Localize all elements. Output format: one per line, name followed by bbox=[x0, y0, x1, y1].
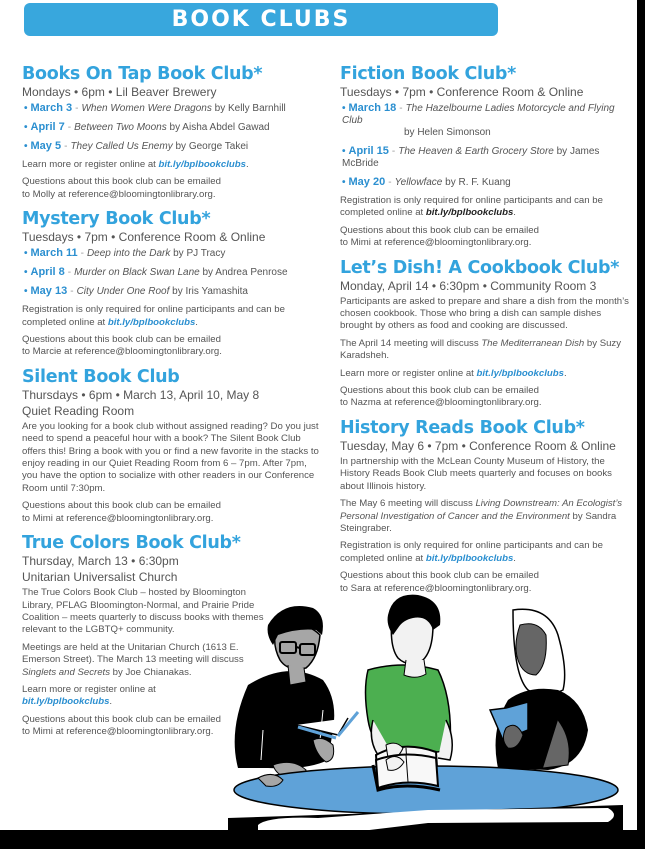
club-title: History Reads Book Club* bbox=[340, 417, 585, 438]
meeting-item: • April 7 - Between Two Moons by Aisha Abdel Gawad bbox=[24, 121, 270, 133]
bullet-icon: • bbox=[24, 286, 28, 298]
club-description: Participants are asked to prepare and share a dish from the month’s chosen cookbook. Those who bring a dish can sample dishes brought by others as food and cooking are discussed. bbox=[340, 295, 629, 332]
club-schedule: Thursday, March 13 • 6:30pm bbox=[22, 554, 179, 569]
bullet-icon: • bbox=[24, 103, 28, 114]
bullet-icon: • bbox=[24, 248, 28, 260]
scan-border bbox=[0, 830, 645, 849]
register-link[interactable]: bit.ly/bplbookclubs bbox=[476, 367, 564, 379]
club-location: Unitarian Universalist Church bbox=[22, 570, 178, 585]
page-title: BOOK CLUBS bbox=[171, 7, 351, 32]
registration-text: Registration is only required for online participants and can be completed online at bit.ly/bplbookclubs. bbox=[22, 304, 285, 328]
bullet-icon: • bbox=[342, 177, 346, 188]
meeting-item: • May 13 - City Under One Roof by Iris Yamashita bbox=[24, 285, 248, 298]
contact-text: Questions about this book club can be emailed to Mimi at reference@bloomingtonlibrary.org. bbox=[22, 713, 221, 738]
club-title: Silent Book Club bbox=[22, 366, 180, 387]
bullet-icon: • bbox=[342, 103, 346, 114]
register-link[interactable]: bit.ly/bplbookclubs bbox=[107, 316, 196, 328]
meeting-item: • March 18 - The Hazelbourne Ladies Motorcycle and Flying Club by Helen Simonson bbox=[342, 102, 615, 138]
meeting-item: • May 20 - Yellowface by R. F. Kuang bbox=[342, 176, 511, 188]
club-history bbox=[340, 418, 635, 595]
meeting-item: • March 11 - Deep into the Dark by PJ Tracy bbox=[24, 247, 226, 260]
club-description: The True Colors Book Club – hosted by Bloomington Library, PFLAG Bloomington-Normal, and Prairie Pride Coalition – meets quarterly to discuss books with themes relevant to the LGBTQ+ community. bbox=[22, 587, 264, 636]
meeting-list bbox=[24, 102, 322, 153]
club-title: Mystery Book Club* bbox=[22, 209, 211, 230]
bullet-icon: • bbox=[342, 146, 346, 157]
bullet-icon: • bbox=[24, 267, 28, 279]
contact-text: Questions about this book club can be emailed to Marcie at reference@bloomingtonlibrary.org. bbox=[22, 334, 222, 358]
learn-more-text: Learn more or register online at bit.ly/bplbookclubs. bbox=[340, 367, 567, 379]
contact-text: Questions about this book club can be emailed to Mimi at reference@bloomingtonlibrary.org. bbox=[22, 500, 221, 524]
learn-more-text: Learn more or register online at bit.ly/bplbookclubs. bbox=[22, 159, 249, 170]
bullet-icon: • bbox=[24, 141, 28, 152]
club-title: Fiction Book Club* bbox=[340, 64, 516, 84]
registration-text: Registration is only required for online participants and can be completed online at bit.ly/bplbookclubs. bbox=[340, 540, 603, 564]
club-title: Books On Tap Book Club* bbox=[22, 64, 263, 84]
woman-with-long-hair-figure bbox=[490, 609, 588, 770]
club-description: Are you looking for a book club without assigned reading? Do you just need to spend a peaceful hour with a book? The Silent Book Club offers this! Bring a book with you or find a new favorite in the stacks to enjoy reading in our Quiet Reading Room from 6 – 7pm. After 7pm, you have the option to socialize with other readers in our Conference Room until 7:30pm. bbox=[22, 420, 319, 494]
club-schedule: Tuesdays • 7pm • Conference Room & Online bbox=[340, 85, 584, 99]
register-link[interactable]: bit.ly/bplbookclubs bbox=[158, 159, 246, 170]
club-schedule: Mondays • 6pm • Lil Beaver Brewery bbox=[22, 85, 217, 99]
right-column bbox=[340, 64, 635, 603]
meeting-list bbox=[342, 102, 635, 189]
club-mystery bbox=[22, 209, 322, 359]
club-fiction bbox=[340, 64, 635, 250]
bullet-icon: • bbox=[24, 122, 28, 133]
meeting-list bbox=[24, 247, 322, 298]
meeting-item: • March 3 - When Women Were Dragons by Kelly Barnhill bbox=[24, 102, 286, 114]
reading-group-illustration bbox=[228, 590, 623, 845]
learn-more-text: Learn more or register online at bit.ly/bplbookclubs. bbox=[22, 683, 156, 708]
club-books-on-tap bbox=[22, 64, 322, 201]
registration-text: Registration is only required for online participants and can be completed online at bit.ly/bplbookclubs. bbox=[340, 195, 603, 219]
club-schedule: Monday, April 14 • 6:30pm • Community Room 3 bbox=[340, 278, 597, 293]
register-link[interactable]: bit.ly/bplbookclubs bbox=[425, 207, 514, 219]
contact-text: Questions about this book club can be emailed to Molly at reference@bloomingtonlibrary.org. bbox=[22, 176, 221, 200]
club-title: Let’s Dish! A Cookbook Club* bbox=[340, 257, 620, 278]
contact-text: Questions about this book club can be emailed to Mimi at reference@bloomingtonlibrary.org. bbox=[340, 224, 539, 249]
contact-text: Questions about this book club can be emailed to Sara at reference@bloomingtonlibrary.org. bbox=[340, 570, 539, 594]
meeting-details: Meetings are held at the Unitarian Church (1613 E. Emerson Street). The March 13 meeting will discuss Singlets and Secrets by Joe Chianakas. bbox=[22, 641, 244, 678]
meeting-item: • April 15 - The Heaven & Earth Grocery Store by James McBride bbox=[342, 145, 600, 169]
register-link[interactable]: bit.ly/bplbookclubs bbox=[22, 696, 110, 708]
club-title: True Colors Book Club* bbox=[22, 533, 241, 554]
contact-text: Questions about this book club can be emailed to Nazma at reference@bloomingtonlibrary.org. bbox=[340, 385, 542, 409]
club-cookbook bbox=[340, 258, 635, 410]
club-location: Quiet Reading Room bbox=[22, 403, 135, 418]
register-link[interactable]: bit.ly/bplbookclubs bbox=[425, 552, 514, 564]
club-silent bbox=[22, 367, 322, 525]
club-schedule: Thursdays • 6pm • March 13, April 10, May 8 bbox=[22, 387, 260, 402]
man-with-glasses-figure bbox=[235, 606, 358, 778]
meeting-item: • April 8 - Murder on Black Swan Lane by Andrea Penrose bbox=[24, 266, 288, 279]
header-banner bbox=[24, 3, 498, 36]
meeting-details: The April 14 meeting will discuss The Mediterranean Dish by Suzy Karadsheh. bbox=[340, 337, 622, 362]
meeting-details: The May 6 meeting will discuss Living Downstream: An Ecologist’s Personal Investigation of Cancer and the Environment by Sandra Steingraber. bbox=[340, 498, 623, 534]
club-schedule: Tuesday, May 6 • 7pm • Conference Room & Online bbox=[340, 438, 616, 453]
meeting-item: • May 5 - They Called Us Enemy by George Takei bbox=[24, 140, 249, 152]
club-description: In partnership with the McLean County Museum of History, the History Reads Book Club meets quarterly and focuses on books about Illinois history. bbox=[340, 455, 612, 492]
club-schedule: Tuesdays • 7pm • Conference Room & Online bbox=[22, 230, 266, 245]
